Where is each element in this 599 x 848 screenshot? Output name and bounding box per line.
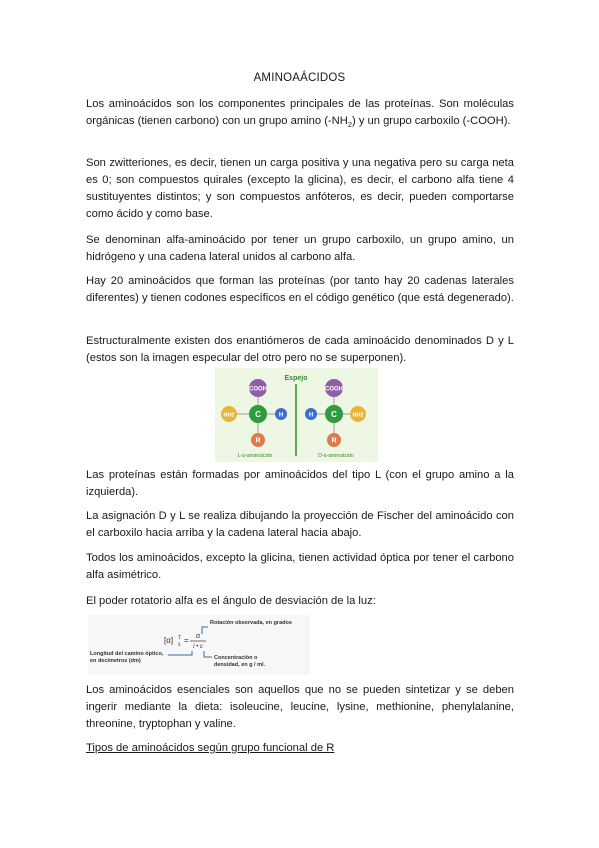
rotation-bracket — [202, 627, 208, 634]
paragraph-optical: Todos los aminoácidos, excepto la glicina, tienen actividad óptica por tener el carbono alfa asimétrico. — [86, 552, 514, 581]
rotation-label: Rotación observada, en grados — [210, 620, 292, 626]
nh2-label: NH2 — [352, 412, 364, 419]
cooh-label: COOH — [249, 386, 267, 393]
d-caption: D-α-aminoácido — [318, 453, 354, 459]
paragraph-l-type: Las proteínas están formadas por aminoácidos del tipo L (con el grupo amino a la izquierda). — [86, 469, 514, 498]
r-label: R — [255, 437, 261, 445]
cooh-label: COOH — [325, 386, 343, 393]
subscript: 2 — [347, 120, 352, 130]
formula-numerator: α — [196, 633, 200, 640]
rotation-formula-figure — [88, 615, 310, 675]
concentration-label: Concentración o — [214, 655, 258, 661]
mirror-label: Espejo — [284, 375, 308, 382]
enantiomer-figure — [215, 368, 378, 462]
paragraph-alfa: Se denominan alfa-aminoácido por tener un grupo carboxilo, un grupo amino, un hidrógeno y una cadena lateral unidos al carbono alfa. — [86, 234, 514, 263]
formula-sub: λ — [178, 642, 181, 648]
paragraph-essential: Los aminoácidos esenciales son aquellos que no se pueden sintetizar y se deben ingerir mediante la dieta: isoleucine, leucine, lysine, methionine, phenylalanine, threonine, tryptophan y valine. — [86, 684, 514, 730]
concentration-bracket — [204, 651, 212, 657]
formula-lhs: [α] — [164, 636, 174, 645]
paragraph-definition — [86, 96, 514, 130]
enantiomer-diagram — [215, 368, 378, 462]
length-label: Longitud del camino óptico, — [90, 651, 164, 657]
paragraph-zwitterion: Son zwitteriones, es decir, tienen un carga positiva y una negativa pero su carga neta es 0; son compuestos quirales (excepto la glicina), es decir, el carbono alfa tiene 4 sustituyentes distintos; y son compuestos anfóteros, es decir, pueden comportarse como ácido y como base. — [86, 157, 514, 220]
length-bracket — [168, 651, 192, 655]
page-title: AMINOAÁCIDOS — [253, 72, 346, 84]
concentration-label-line2: densidad, en g / ml. — [214, 662, 266, 668]
paragraph-fischer: La asignación D y L se realiza dibujando la proyección de Fischer del aminoácido con el carboxilo hacia arriba y la cadena lateral hacia abajo. — [86, 510, 514, 539]
carbon-label: C — [255, 410, 261, 419]
r-label: R — [331, 437, 337, 445]
paragraph-text: Los aminoácidos son los componentes principales de las proteínas. Son moléculas orgánicas (tienen carbono) con un grupo amino (-NH — [86, 98, 514, 127]
paragraph-enantiomers: Estructuralmente existen dos enantiómeros de cada aminoácido denominados D y L (estos son la imagen especular del otro pero no se superponen). — [86, 335, 514, 364]
nh2-label: NH2 — [223, 412, 235, 419]
hydrogen-label: H — [278, 412, 284, 419]
formula-sup: T — [178, 635, 182, 641]
hydrogen-label: H — [308, 412, 314, 419]
paragraph-twenty: Hay 20 aminoácidos que forman las proteínas (por tanto hay 20 cadenas laterales diferentes) y tienen codones específicos en el código genético (que está degenerado). — [86, 275, 514, 304]
paragraph-text: ) y un grupo carboxilo (-COOH). — [351, 115, 511, 127]
section-heading: Tipos de aminoácidos según grupo funcional de R — [86, 742, 335, 754]
length-label-line2: en decimetros (dm) — [90, 658, 141, 664]
l-caption: L-α-aminoácido — [237, 453, 273, 459]
carbon-label: C — [331, 410, 337, 419]
formula-equals: = — [184, 636, 189, 645]
formula-denominator: l • c — [193, 644, 203, 650]
paragraph-rotatory: El poder rotatorio alfa es el ángulo de desviación de la luz: — [86, 595, 376, 607]
formula-diagram — [88, 615, 310, 675]
